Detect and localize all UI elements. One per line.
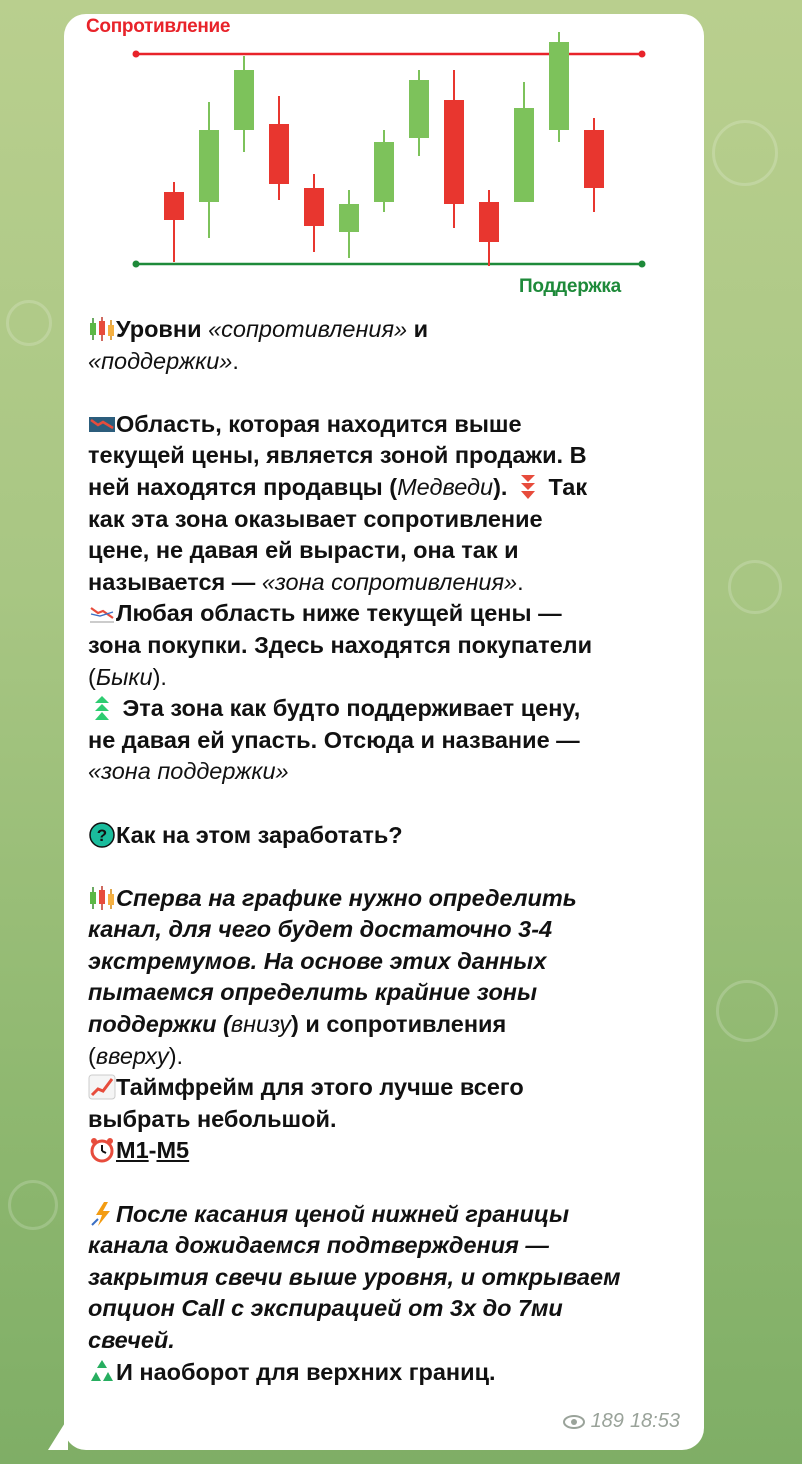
text-line: пытаемся определить крайние зоны (88, 979, 538, 1006)
wallpaper-doodle (712, 120, 778, 186)
svg-text:?: ? (96, 825, 108, 845)
text-line: ней находятся продавцы (Медведи). Так (88, 473, 588, 500)
text-line: поддержки (внизу) и сопротивления (88, 1011, 507, 1038)
text-line: опцион Call с экспирацией от 3х до 7ми (88, 1295, 563, 1322)
text-line: Эта зона как будто поддерживает цену, (88, 693, 688, 725)
bear-candle (304, 188, 324, 226)
candlestick-chart-icon (88, 885, 116, 911)
support-label: Поддержка (519, 276, 621, 297)
bull-candle (234, 70, 254, 130)
bull-candle (199, 130, 219, 202)
text-line: закрытия свечи выше уровня, и открываем (88, 1263, 621, 1290)
text-line: называется — «зона сопротивления». (88, 568, 524, 595)
text-line: канал, для чего будет достаточно 3-4 (88, 916, 553, 943)
message-bubble[interactable] (64, 14, 704, 1450)
text-line: Любая область ниже текущей цены — (88, 598, 688, 630)
resistance-line-dot (639, 51, 646, 58)
view-count: 189 (590, 1410, 624, 1432)
text-line: Сперва на графике нужно определить (88, 883, 688, 915)
support-line-dot (133, 261, 140, 268)
bear-candle (164, 192, 184, 220)
triple-up-arrow-icon (88, 695, 116, 721)
text-line: «зона поддержки» (88, 758, 289, 785)
alarm-clock-icon (88, 1137, 116, 1163)
candlestick-chart (64, 14, 704, 304)
text-line: как эта зона оказывает сопротивление (88, 505, 543, 532)
bear-candle (479, 202, 499, 242)
wallpaper-doodle (6, 300, 52, 346)
message-text (88, 314, 688, 1388)
text-line: (Быки). (88, 663, 167, 690)
resistance-line-dot (133, 51, 140, 58)
text-line: выбрать небольшой. (88, 1105, 337, 1132)
bear-candle (584, 130, 604, 188)
bear-candle (269, 124, 289, 184)
text-line: Уровни «сопротивления» и (88, 314, 688, 346)
chart-up-icon (88, 1074, 116, 1100)
chart-down-icon (88, 411, 116, 437)
lightning-icon (88, 1201, 116, 1227)
bear-candle (444, 100, 464, 204)
bull-candle (409, 80, 429, 138)
candlestick-chart-icon (88, 316, 116, 342)
text-line: Таймфрейм для этого лучше всего (88, 1072, 688, 1104)
text-line: (вверху). (88, 1042, 184, 1069)
message-meta (563, 1410, 680, 1433)
chart-trending-down-icon (88, 600, 116, 626)
wallpaper-doodle (8, 1180, 58, 1230)
text-line: M1-M5 (88, 1135, 688, 1167)
message-chart-image[interactable] (64, 14, 704, 304)
support-line-dot (639, 261, 646, 268)
eye-icon (563, 1415, 585, 1429)
text-line: После касания ценой нижней границы (88, 1199, 688, 1231)
text-line: цене, не давая ей вырасти, она так и (88, 537, 519, 564)
text-line: И наоборот для верхних границ. (88, 1357, 688, 1389)
tag-link-m5[interactable]: M5 (156, 1137, 190, 1164)
text-line: «поддержки». (88, 347, 239, 374)
resistance-label: Сопротивление (86, 16, 231, 37)
text-line: текущей цены, является зоной продажи. В (88, 442, 587, 469)
bull-candle (339, 204, 359, 232)
tag-link-m1[interactable]: M1 (116, 1137, 149, 1164)
text-line: зона покупки. Здесь находятся покупатели (88, 631, 593, 658)
recycle-icon (88, 1359, 116, 1385)
text-line: канала дожидаемся подтверждения — (88, 1232, 549, 1259)
text-line: свечей. (88, 1327, 175, 1353)
question-mark-icon (88, 822, 116, 848)
text-line: Область, которая находится выше (88, 409, 688, 441)
bull-candle (549, 42, 569, 130)
message-time: 18:53 (629, 1410, 680, 1432)
wallpaper-doodle (728, 560, 782, 614)
text-line: не давая ей упасть. Отсюда и название — (88, 726, 580, 753)
bull-candle (514, 108, 534, 202)
text-line: экстремумов. На основе этих данных (88, 947, 547, 974)
wallpaper-doodle (716, 980, 778, 1042)
triple-down-arrow-icon (514, 474, 542, 500)
bull-candle (374, 142, 394, 202)
text-line: ? Как на этом заработать? (88, 820, 688, 852)
